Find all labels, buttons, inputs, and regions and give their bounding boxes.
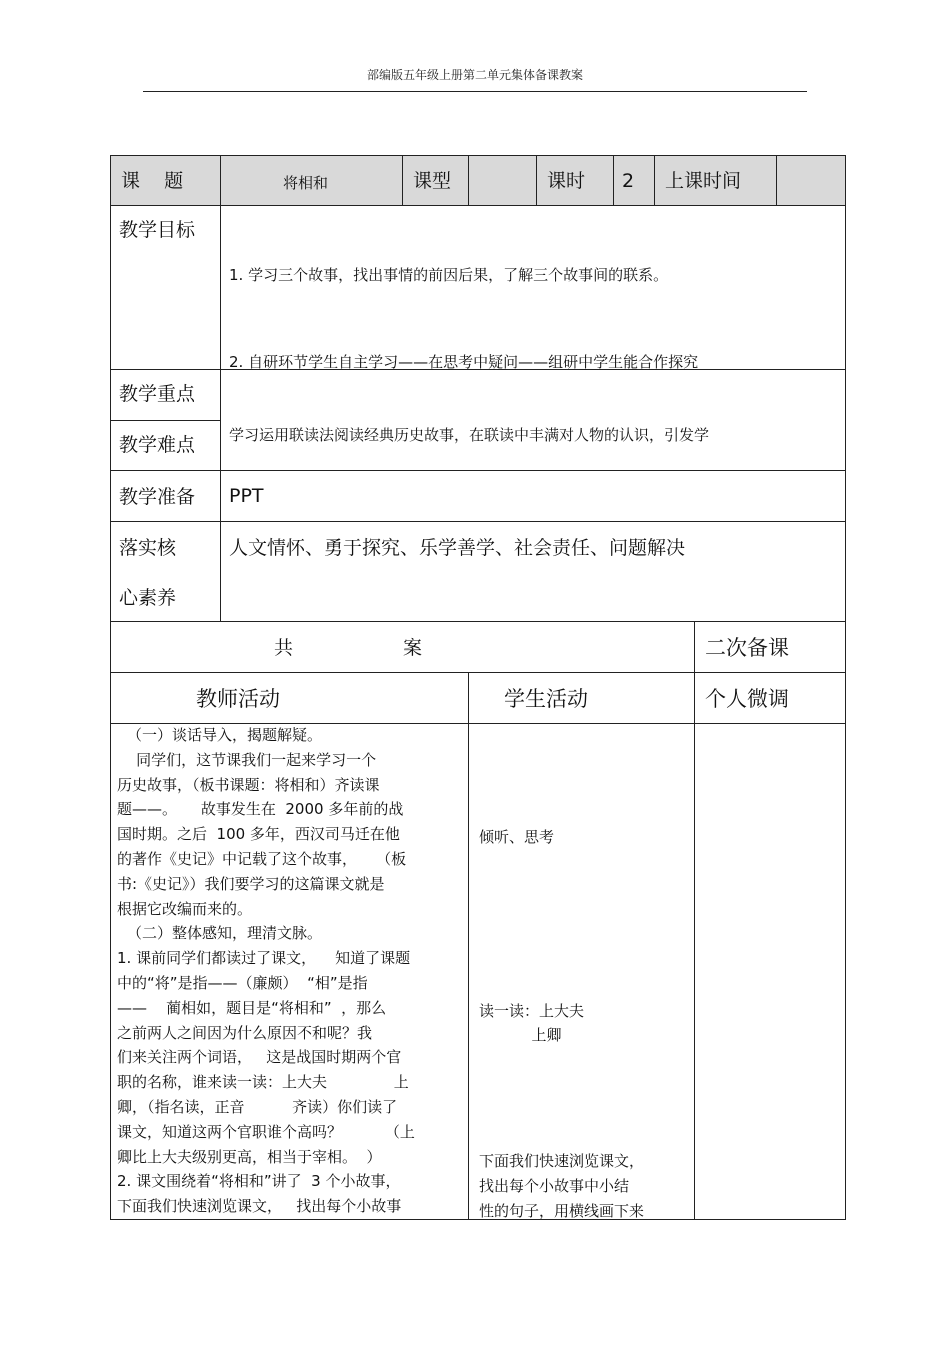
prep-label: 教学准备 xyxy=(119,486,196,508)
teacher-line: 国时期。之后 100 多年，西汉司马迁在他 xyxy=(117,825,400,844)
teacher-line: 卿比上大夫级别更高，相当于宰相。 ） xyxy=(117,1147,382,1166)
goals-label: 教学目标 xyxy=(119,219,196,241)
teacher-lines xyxy=(117,723,415,1219)
teacher-line: 中的“将”是指——（廉颇） “相”是指 xyxy=(117,973,368,992)
prep-value-cell xyxy=(220,470,846,522)
teacher-line: 的著作《史记》中记载了这个故事， （板 xyxy=(117,849,407,868)
shared-label-b: 案 xyxy=(403,637,423,659)
goals-lines xyxy=(221,205,738,370)
student-activity-cell xyxy=(468,723,695,1220)
teacher-line: 2. 课文围绕着“将相和”讲了 3 个小故事， xyxy=(117,1172,401,1191)
teacher-col-label: 教师活动 xyxy=(196,687,280,711)
prep-label-cell xyxy=(110,470,221,522)
teacher-col-header xyxy=(110,672,469,724)
teacher-line: 题——。 故事发生在 2000 多年前的战 xyxy=(117,800,404,819)
goals-line: 1. 学习三个故事，找出事情的前因后果，了解三个故事间的联系。 xyxy=(229,266,669,284)
literacy-value: 人文情怀、勇于探究、乐学善学、社会责任、问题解决 xyxy=(229,537,686,559)
student-listen: 倾听、思考 xyxy=(479,828,555,846)
period-value-cell xyxy=(613,155,655,206)
topic-value: 将相和 xyxy=(283,174,329,192)
prep-value: PPT xyxy=(229,485,264,507)
secondary-plan-cell xyxy=(694,621,846,673)
goals-line: 2. 自研环节学生自主学习——在思考中疑问——组研中学生能合作探究 xyxy=(229,353,699,370)
goals-label-cell xyxy=(110,205,221,370)
type-label: 课型 xyxy=(413,170,452,192)
difficulty-label-cell xyxy=(110,420,221,471)
student-browse-line: 性的句子，用横线画下来 xyxy=(479,1202,645,1220)
student-browse-line: 找出每个小故事中小结 xyxy=(479,1177,630,1195)
focus-label: 教学重点 xyxy=(119,383,196,405)
time-label-cell xyxy=(654,155,777,206)
time-label: 上课时间 xyxy=(665,170,742,192)
header-rule xyxy=(143,91,807,92)
literacy-value-cell xyxy=(220,521,846,622)
focus-content-cell xyxy=(220,369,846,471)
difficulty-label: 教学难点 xyxy=(119,434,196,456)
topic-label: 课 题 xyxy=(121,170,184,192)
teacher-line: 下面我们快速浏览课文， 找出每个小故事 xyxy=(117,1197,402,1216)
table-bottom-rule xyxy=(110,1219,846,1220)
teacher-line: （二）整体感知，理清文脉。 xyxy=(127,924,323,943)
shared-label-a: 共 xyxy=(274,637,294,659)
adjust-activity-cell xyxy=(694,723,846,1220)
focus-lines xyxy=(221,370,709,471)
shared-plan-cell xyxy=(110,621,695,673)
topic-value-cell xyxy=(220,155,403,206)
student-read-line: 上卿 xyxy=(479,1026,562,1044)
goals-content-cell xyxy=(220,205,846,370)
teacher-line: （一）谈话导入，揭题解疑。 xyxy=(127,726,323,744)
literacy-label-cell xyxy=(110,521,221,622)
teacher-line: 们来关注两个词语， 这是战国时期两个官 xyxy=(117,1048,402,1067)
teacher-activity-cell xyxy=(110,723,469,1220)
teacher-line: 1. 课前同学们都读过了课文， 知道了课题 xyxy=(117,949,411,968)
topic-label-cell xyxy=(110,155,221,206)
period-label-cell xyxy=(536,155,614,206)
teacher-line: 课文，知道这两个官职谁个高吗？ （上 xyxy=(117,1122,415,1141)
student-col-label: 学生活动 xyxy=(504,687,588,711)
teacher-line: 卿，（指名读，正音 齐读）你们读了 xyxy=(117,1097,398,1116)
focus-label-cell xyxy=(110,369,221,421)
teacher-line: 之前两人之间因为什么原因不和呢？我 xyxy=(117,1023,373,1042)
student-browse-line: 下面我们快速浏览课文， xyxy=(479,1152,645,1170)
type-value-cell xyxy=(468,155,537,206)
time-value-cell xyxy=(776,155,846,206)
teacher-line: 历史故事，（板书课题：将相和）齐读课 xyxy=(117,775,380,794)
teacher-line: —— 蔺相如，题目是“将相和” ，那么 xyxy=(117,998,387,1017)
teacher-line: 职的名称，谁来读一读：上大夫 上 xyxy=(117,1073,409,1092)
period-label: 课时 xyxy=(547,170,586,192)
teacher-line: 根据它改编而来的。 xyxy=(117,899,253,918)
focus-line: 学习运用联读法阅读经典历史故事，在联读中丰满对人物的认识，引发学 xyxy=(229,426,710,444)
teacher-line: 同学们，这节课我们一起来学习一个 xyxy=(117,750,377,769)
literacy-label-line1: 落实核 xyxy=(119,537,177,559)
literacy-label-line2: 心素养 xyxy=(119,587,177,609)
teacher-line: 书:《史记》）我们要学习的这篇课文就是 xyxy=(117,874,385,893)
type-label-cell xyxy=(402,155,469,206)
secondary-label: 二次备课 xyxy=(705,636,789,660)
student-col-header xyxy=(468,672,695,724)
header-title: 部编版五年级上册第二单元集体备课教案 xyxy=(366,68,583,82)
adjust-col-label: 个人微调 xyxy=(705,687,789,711)
period-value: 2 xyxy=(622,170,635,192)
student-read-line: 读一读：上大夫 xyxy=(479,1002,585,1020)
adjust-col-header xyxy=(694,672,846,724)
